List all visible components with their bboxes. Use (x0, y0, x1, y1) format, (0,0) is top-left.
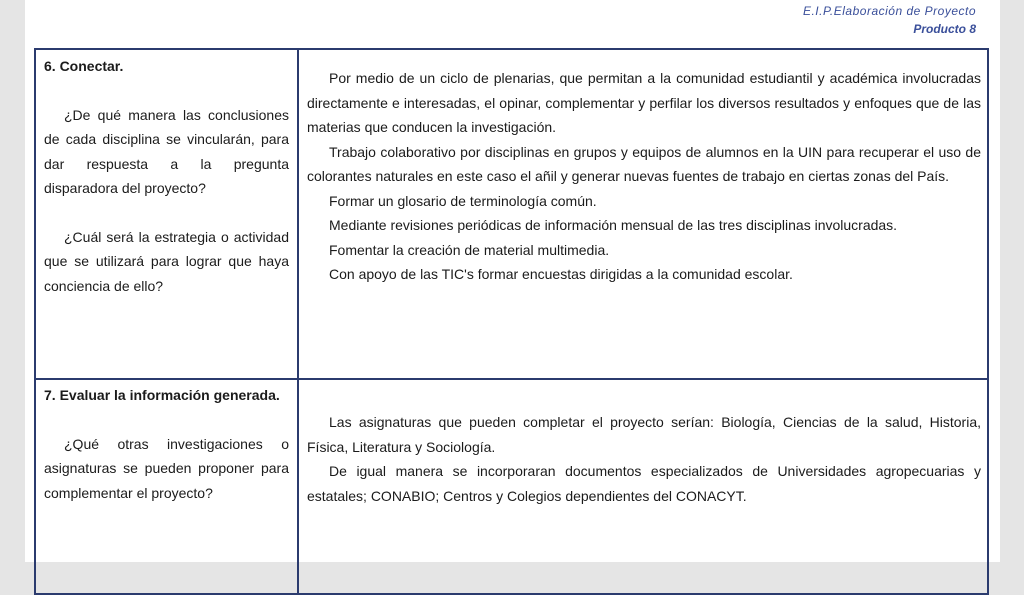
answer-paragraph: Fomentar la creación de material multimedia. (329, 241, 610, 258)
answer-cell (298, 49, 988, 379)
step-cell (35, 49, 298, 379)
guiding-question: ¿Cuál será la estrategia o actividad que se utilizará para lograr que haya conciencia de ello? (44, 228, 289, 294)
answer-paragraph: Trabajo colaborativo por disciplinas en grupos y equipos de alumnos en la UIN para recuperar el uso de colorantes naturales en este caso el añil y generar nuevas fuentes de trabajo en ciertas zonas del País. (307, 143, 981, 184)
step-title: 7. Evaluar la información generada. (44, 387, 280, 403)
guiding-question: ¿De qué manera las conclusiones de cada disciplina se vincularán, para dar respuesta a la pregunta disparadora del proyecto? (44, 106, 289, 196)
answer-paragraph: Por medio de un ciclo de plenarias, que permitan a la comunidad estudiantil y académica involucradas directamente e interesadas, el opinar, complementar y perfilar los diversos resultados y enfoques que de las materias que conducen la investigación. (307, 70, 981, 135)
table-row (35, 379, 988, 594)
answer-cell (298, 379, 988, 594)
header-product-label: Producto 8 (913, 22, 976, 36)
answer-paragraph: De igual manera se incorporaran documentos especializados de Universidades agropecuarias y estatales; CONABIO; Centros y Colegios dependientes del CONACYT. (307, 463, 981, 504)
answer-paragraph: Mediante revisiones periódicas de información mensual de las tres disciplinas involucradas. (329, 217, 898, 233)
step-title: 6. Conectar. (44, 58, 124, 74)
header-project-title: E.I.P.Elaboración de Proyecto (802, 4, 976, 18)
answer-paragraph: Formar un glosario de terminología común. (329, 192, 597, 209)
guiding-question: ¿Qué otras investigaciones o asignaturas se pueden proponer para complementar el proyecto? (44, 435, 289, 501)
project-table (34, 48, 989, 595)
page-header (803, 2, 976, 38)
table-row (35, 49, 988, 379)
document-page (25, 0, 1000, 562)
step-cell (35, 379, 298, 594)
answer-paragraph: Las asignaturas que pueden completar el proyecto serían: Biología, Ciencias de la salud, Historia, Física, Literatura y Sociología. (307, 414, 981, 455)
answer-paragraph: Con apoyo de las TIC's formar encuestas dirigidas a la comunidad escolar. (329, 266, 793, 282)
